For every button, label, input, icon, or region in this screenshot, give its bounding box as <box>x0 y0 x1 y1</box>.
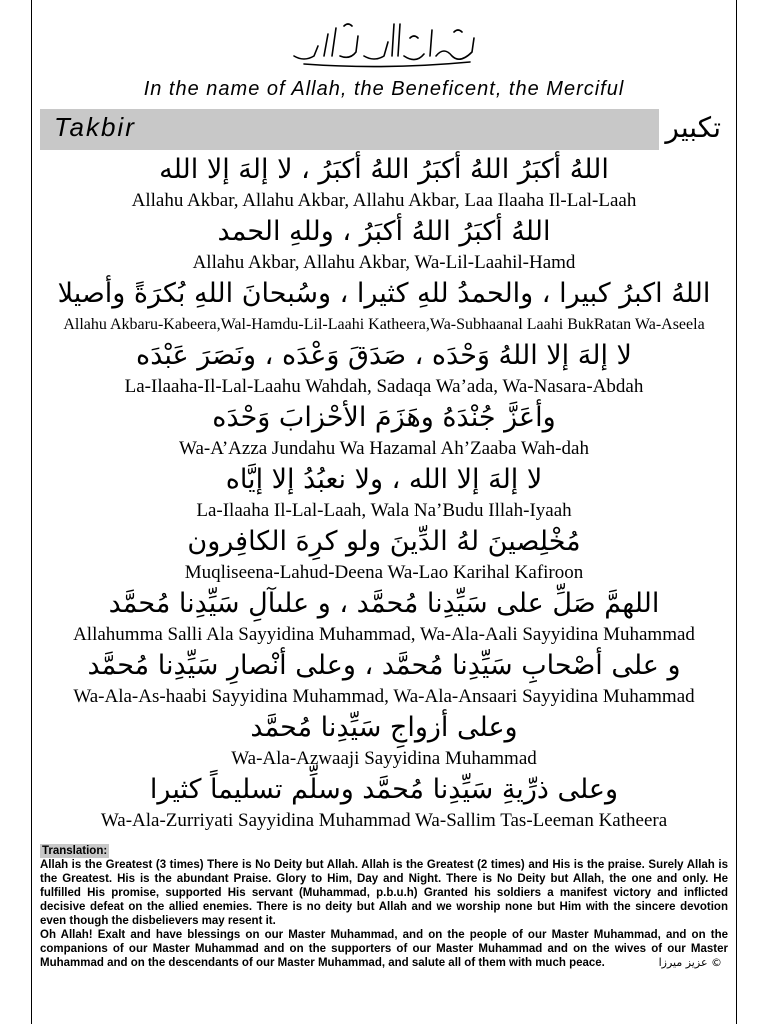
verse-arabic: وعلى أزواجِ سَيِّدِنا مُحمَّد <box>250 712 518 743</box>
translation-label: Translation: <box>42 845 108 857</box>
verse-transliteration: Muqliseena-Lahud-Deena Wa-Lao Karihal Kafiroon <box>184 562 584 583</box>
verse-arabic: اللهُ أكبَرُ اللهُ أكبَرُ ، وللهِ الحمد <box>217 216 551 247</box>
verse-arabic: لا إلهَ إلا الله ، ولا نعبُدُ إلا إيَّاه <box>225 464 543 495</box>
verse-arabic: اللهُ اكبرُ كبيرا ، والحمدُ للهِ كثيرا ، وسُبحانَ اللهِ بُكرَةً وأصيلا <box>57 278 711 309</box>
verse-list <box>40 150 728 832</box>
verse-transliteration: Wa-A’Azza Jundahu Wa Hazamal Ah’Zaaba Wah-dah <box>179 438 589 459</box>
verse-arabic: اللهمَّ صَلِّ على سَيِّدِنا مُحمَّد ، و علىآلِ سَيِّدِنا مُحمَّد <box>108 588 660 619</box>
verse-arabic: وأعَزَّ جُنْدَهُ وهَزَمَ الأحْزابَ وَحْدَه <box>212 402 556 433</box>
translation-paragraph: Allah is the Greatest (3 times) There is No Deity but Allah. Allah is the Greatest (2 times) and His is the praise. Surely Allah is the Greatest. His is the abundant Praise. Glory to Him, Day and Night. There is No Deity but Allah, the one and only. He fulfilled His promise, supported His servant (Muhammad, p.b.u.h) Granted his soldiers a manifest victory and inflicted decisive defeat on the allied enemies. There is no deity but Allah and we worship none but Him with the sincere devotion even though the disbelievers may resent it. <box>40 859 728 927</box>
translation-paragraph: Oh Allah! Exalt and have blessings on our Master Muhammad, and on the people of our Master Muhammad, and on the companions of our Master Muhammad and on the supporters of our Master Muhammad and on the wives of our Master Muhammad and on the descendants of our Master Muhammad, and salute all of them with much peace. <box>40 929 728 969</box>
verse-arabic: و على أصْحابِ سَيِّدِنا مُحمَّد ، وعلى أنْصارِ سَيِّدِنا مُحمَّد <box>87 650 681 681</box>
copyright-note: © عزيز ميرزا <box>658 956 722 969</box>
verse-transliteration: La-Ilaaha-Il-Lal-Laahu Wahdah, Sadaqa Wa’ada, Wa-Nasara-Abdah <box>124 376 644 397</box>
invocation-subtitle: In the name of Allah, the Beneficent, the Merciful <box>143 78 625 100</box>
verse-transliteration: La-Ilaaha Il-Lal-Laah, Wala Na’Budu Illah-Iyaah <box>196 500 572 521</box>
verse-transliteration: Allahu Akbar, Allahu Akbar, Wa-Lil-Laahil-Hamd <box>192 252 576 273</box>
left-margin-rule <box>31 0 32 1024</box>
verse-arabic: اللهُ أكبَرُ اللهُ أكبَرُ اللهُ أكبَرُ ، لا إلهَ إلا الله <box>159 154 609 185</box>
verse-transliteration: Allahu Akbaru-Kabeera,Wal-Hamdu-Lil-Laahi Katheera,Wa-Subhaanal Laahi BukRatan Wa-Aseela <box>63 316 705 333</box>
verse-transliteration: Wa-Ala-Azwaaji Sayyidina Muhammad <box>231 748 537 769</box>
verse-transliteration: Allahu Akbar, Allahu Akbar, Allahu Akbar, Laa Ilaaha Il-Lal-Laah <box>131 190 637 211</box>
verse-transliteration: Allahumma Salli Ala Sayyidina Muhammad, Wa-Ala-Aali Sayyidina Muhammad <box>73 624 695 645</box>
verse-arabic: مُخْلِصينَ لهُ الدِّينَ ولو كرِهَ الكافِرون <box>187 526 581 557</box>
right-margin-rule <box>736 0 737 1024</box>
translation-block <box>40 844 728 970</box>
bismillah-calligraphy <box>40 16 728 70</box>
banner-title-en: Takbir <box>54 112 136 142</box>
verse-arabic: لا إلهَ إلا اللهُ وَحْدَه ، صَدَقَ وَعْدَه ، ونَصَرَ عَبْدَه <box>136 340 632 371</box>
verse-transliteration: Wa-Ala-Zurriyati Sayyidina Muhammad Wa-Sallim Tas-Leeman Katheera <box>100 810 668 831</box>
banner-title-ar: تكبير <box>665 111 721 144</box>
verse-arabic: وعلى ذرِّيةِ سَيِّدِنا مُحمَّد وسلِّم تسليماً كثيرا <box>149 774 619 805</box>
verse-transliteration: Wa-Ala-As-haabi Sayyidina Muhammad, Wa-Ala-Ansaari Sayyidina Muhammad <box>73 686 695 707</box>
section-banner <box>40 109 721 150</box>
